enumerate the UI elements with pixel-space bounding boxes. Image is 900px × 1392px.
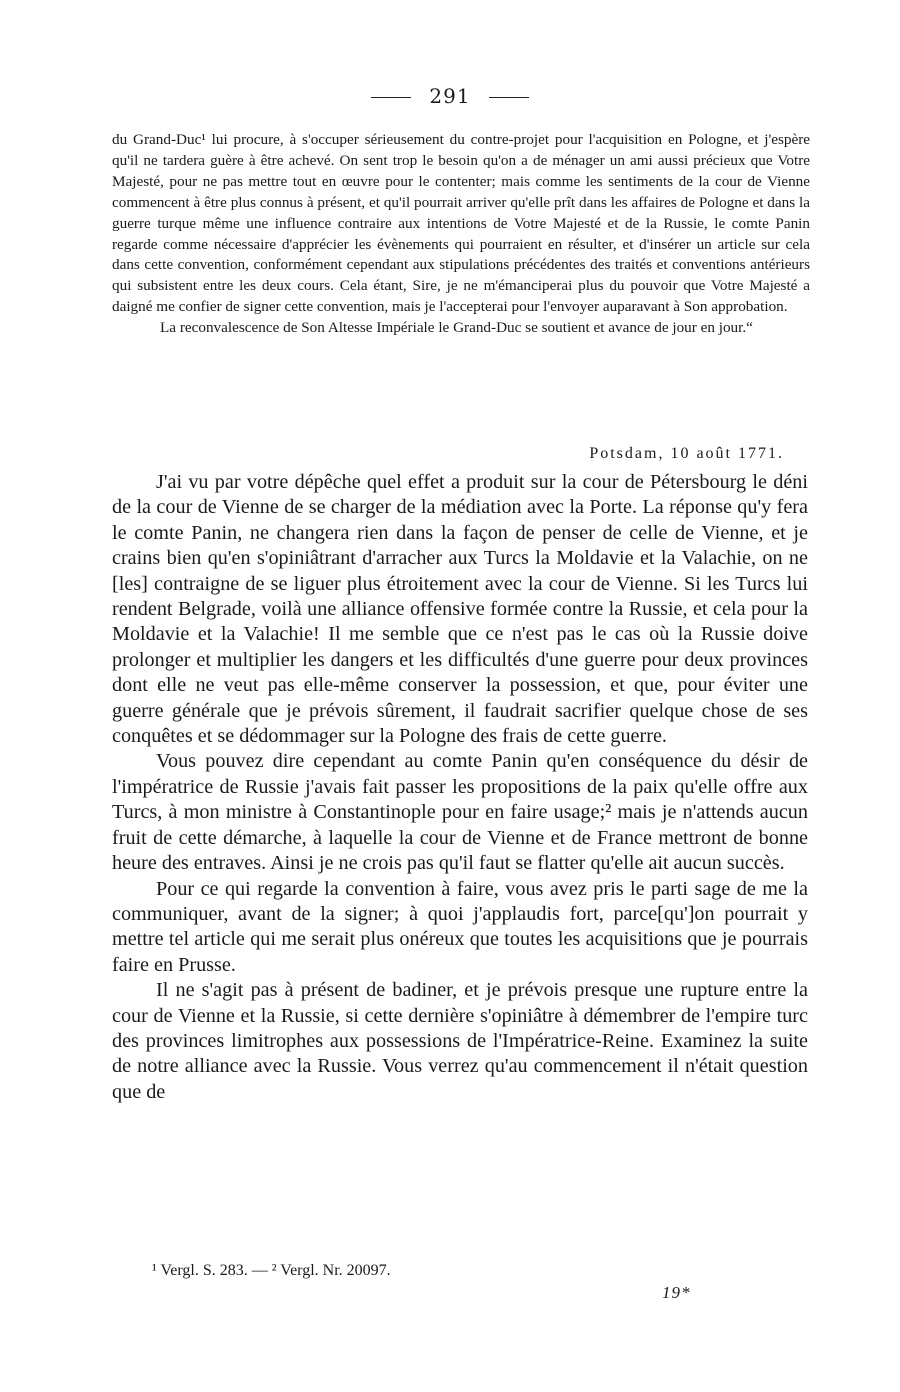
- body-paragraph: J'ai vu par votre dépêche quel effet a produit sur la cour de Pétersbourg le déni de la cour de Vienne de se charger de la médiation avec la Porte. La réponse qu'y fera le comte Panin, ne changera rien dans la façon de penser de celle de Vienne, et je crains bien qu'en s'opiniâtrant d'arracher aux Turcs la Moldavie et la Valachie, on ne [les] contraigne de se liguer plus étroitement avec la cour de Vienne. Si les Turcs lui rendent Belgrade, voilà une alliance offensive formée contre la Russie, et cela pour la Moldavie et la Valachie! Il me semble que ce n'est pas le cas où la Russie doive prolonger et multiplier les dangers et les difficultés d'une guerre pour deux provinces dont elle ne veut pas elle-même conserver la possession, et que, pour éviter une guerre générale que je prévois sûrement, il faudrait sacrifier quelque chose de ses conquêtes et se dédommager sur la Pologne des frais de cette guerre.: [112, 471, 808, 748]
- signature-mark: 19*: [662, 1283, 691, 1302]
- letter-continuation: [112, 130, 810, 339]
- header-rule-right: [489, 97, 529, 98]
- main-text: [112, 470, 808, 1105]
- body-paragraph: Vous pouvez dire cependant au comte Panin qu'en conséquence du désir de l'impératrice de Russie j'avais fait passer les propositions de la paix qu'elle offre aux Turcs, à mon ministre à Constantinople pour en faire usage;² mais je n'attends aucun fruit de cette démarche, à laquelle la cour de Vienne et de France mettront de bonne heure des entraves. Ainsi je ne crois pas qu'il faut se flatter qu'elle ait aucun succès.: [112, 750, 808, 875]
- letter-paragraph: La reconvalescence de Son Altesse Impériale le Grand-Duc se soutient et avance de jour en jour.“: [160, 319, 753, 337]
- body-paragraph: Il ne s'agit pas à présent de badiner, et je prévois presque une rupture entre la cour de Vienne et la Russie, si cette dernière s'opiniâtre à démembrer de l'empire turc des provinces limitrophes aux possessions de l'Impératrice-Reine. Examinez la suite de notre alliance avec la Russie. Vous verrez qu'au commencement il n'était question que de: [112, 979, 808, 1103]
- page-number: 291: [429, 84, 471, 108]
- dateline: Potsdam, 10 août 1771.: [589, 445, 784, 462]
- header-rule-left: [371, 97, 411, 98]
- page-header: [0, 84, 900, 108]
- letter-paragraph: du Grand-Duc¹ lui procure, à s'occuper sérieusement du contre-projet pour l'acquisition en Pologne, et j'espère qu'il ne tardera guère à être achevé. On sent trop le besoin qu'on a de ménager un ami aussi précieux que Votre Majesté, pour ne pas mettre tout en œuvre pour le contenter; mais comme les sentiments de la cour de Vienne commencent à être plus connus à présent, et qu'il pourrait arriver qu'elle prît dans les affaires de Pologne et dans la guerre turque même une influence contraire aux intentions de Votre Majesté et de la Russie, le comte Panin regarde comme nécessaire d'apprécier les évènements qui pourraient en résulter, et d'insérer un article sur cela dans cette convention, conformément cependant aux stipulations précédentes des traités et conventions antérieurs qui subsistent entre les deux cours. Cela étant, Sire, je ne m'émanciperai plus du pouvoir que Votre Majesté a daigné me confier de signer cette convention, mais je l'accepterai pour l'envoyer auparavant à Son approbation.: [112, 131, 810, 316]
- footnotes: ¹ Vergl. S. 283. — ² Vergl. Nr. 20097.: [152, 1262, 391, 1279]
- body-paragraph: Pour ce qui regarde la convention à faire, vous avez pris le parti sage de me la communiquer, avant de la signer; à quoi j'applaudis fort, parce[qu']on pourrait y mettre tel article qui me serait plus onéreux que toutes les acquisitions que je pourrais faire en Prusse.: [112, 877, 808, 976]
